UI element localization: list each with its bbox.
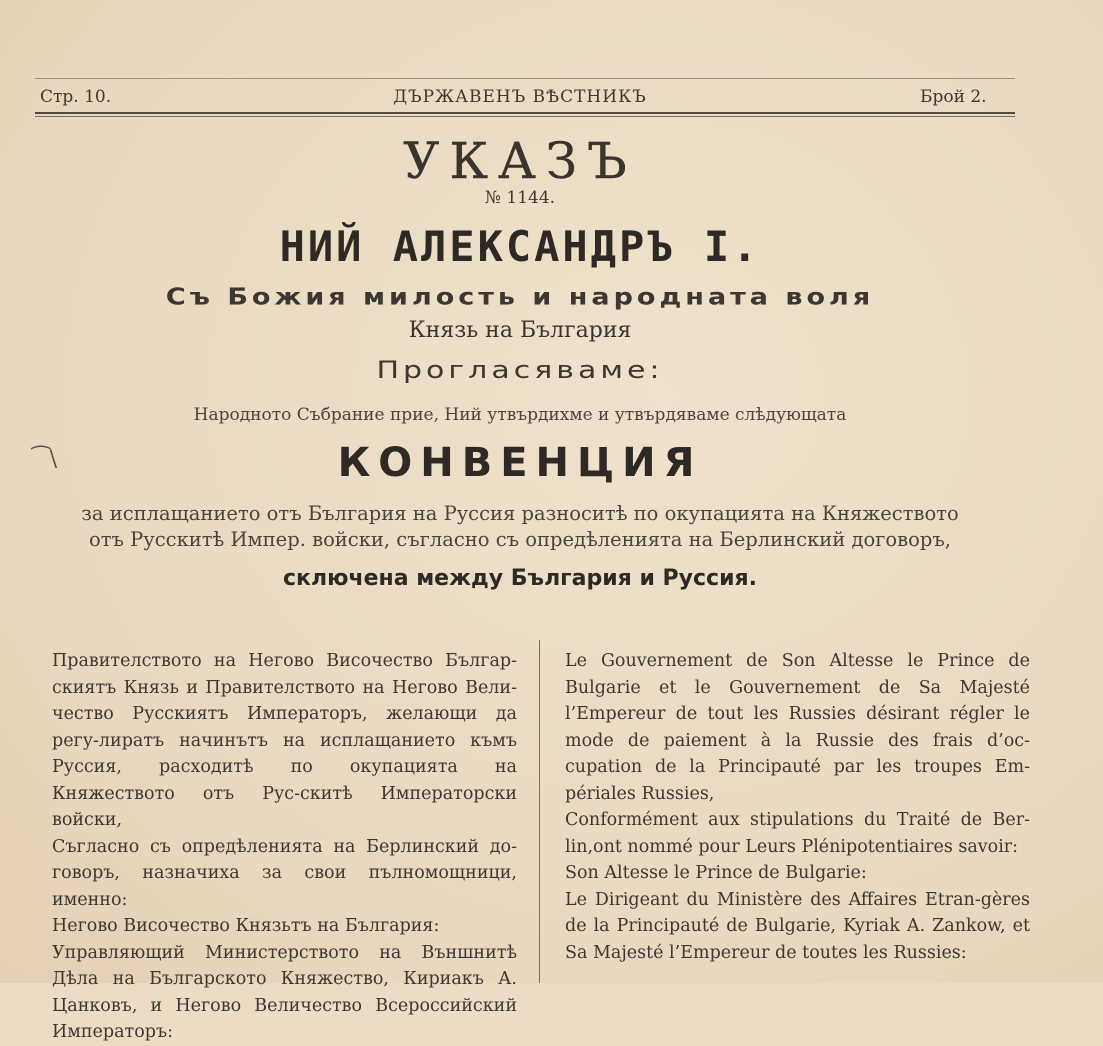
bulgarian-column xyxy=(52,648,517,1046)
header-rule xyxy=(35,112,1015,114)
paragraph: Son Altesse le Prince de Bulgarie: xyxy=(565,863,867,883)
paragraph: Le Dirigeant du Ministère des Affaires Etran-gères de la Principauté de Bulgarie, Kyriak A. Zankow, et Sa Majesté l’Empereur de toutes les Russies: xyxy=(565,889,1030,963)
convention-concluded: сключена между България и Руссия. xyxy=(283,566,757,591)
paragraph: Негово Височество Князьтъ на България: xyxy=(52,916,440,936)
ruler-name: НИЙ АЛЕКСАНДРЪ I. xyxy=(279,222,761,271)
decree-number: № 1144. xyxy=(484,188,556,208)
top-border-line xyxy=(35,78,1015,79)
page-number: Стр. 10. xyxy=(40,87,112,107)
french-column xyxy=(565,648,1030,966)
convention-title: КОНВЕНЦИЯ xyxy=(337,440,703,486)
paragraph: Le Gouvernement de Son Altesse le Prince de Bulgarie et le Gouvernement de Sa Majesté l’Empereur de tout les Russies désirant régler le mode de paiement à la Russie des frais d’oc-cupation de la Principauté par les troupes Em-périales Russies, xyxy=(565,651,1030,804)
paragraph: Съгласно съ опредѣленията на Берлинский до-говоръ, назначиха за свои пълномощници, именно: xyxy=(52,836,517,910)
paragraph: Conformément aux stipulations du Traité de Ber-lin,ont nommé pour Leurs Plénipotentiaires savoir: xyxy=(565,810,1030,857)
column-divider xyxy=(539,640,540,983)
paragraph: Управляющий Министерството на Външнитѣ Дѣла на Българското Княжество, Кириакъ А. Цанковъ, и Негово Величество Всероссийский Императоръ: xyxy=(52,942,517,1042)
prince-title: Князь на България xyxy=(408,318,632,343)
decree-title: УКАЗЪ xyxy=(403,132,637,190)
convention-subtitle-line2: отъ Русскитѣ Импер. войски, съгласно съ опредѣленията на Берлинский договоръ, xyxy=(89,528,951,551)
header-rule-thin xyxy=(35,116,1015,117)
assembly-statement: Народното Събрание прие, Ний утвърдихме и утвърдяваме слѣдующата xyxy=(193,405,847,425)
grace-formula: Съ Божия милость и народната воля xyxy=(165,284,875,311)
paragraph: Правителството на Негово Височество Българ-скиятъ Князь и Правителството на Негово Вели-чество Русскиятъ Императоръ, желающи да регу-лиратъ начинътъ на исплащанието къмъ Руссия, расходитѣ по окупацията на Княжеството отъ Рус-скитѣ Императорски войски, xyxy=(52,651,517,830)
proclaim-heading: Прогласяваме: xyxy=(376,356,664,385)
issue-number: Брой 2. xyxy=(920,87,987,107)
convention-subtitle-line1: за исплащанието отъ България на Руссия разноситѣ по окупацията на Княжеството xyxy=(81,502,959,525)
newspaper-title: ДЪРЖАВЕНЪ ВѢСТНИКЪ xyxy=(393,87,647,107)
margin-mark: ⁀\ xyxy=(32,447,58,472)
